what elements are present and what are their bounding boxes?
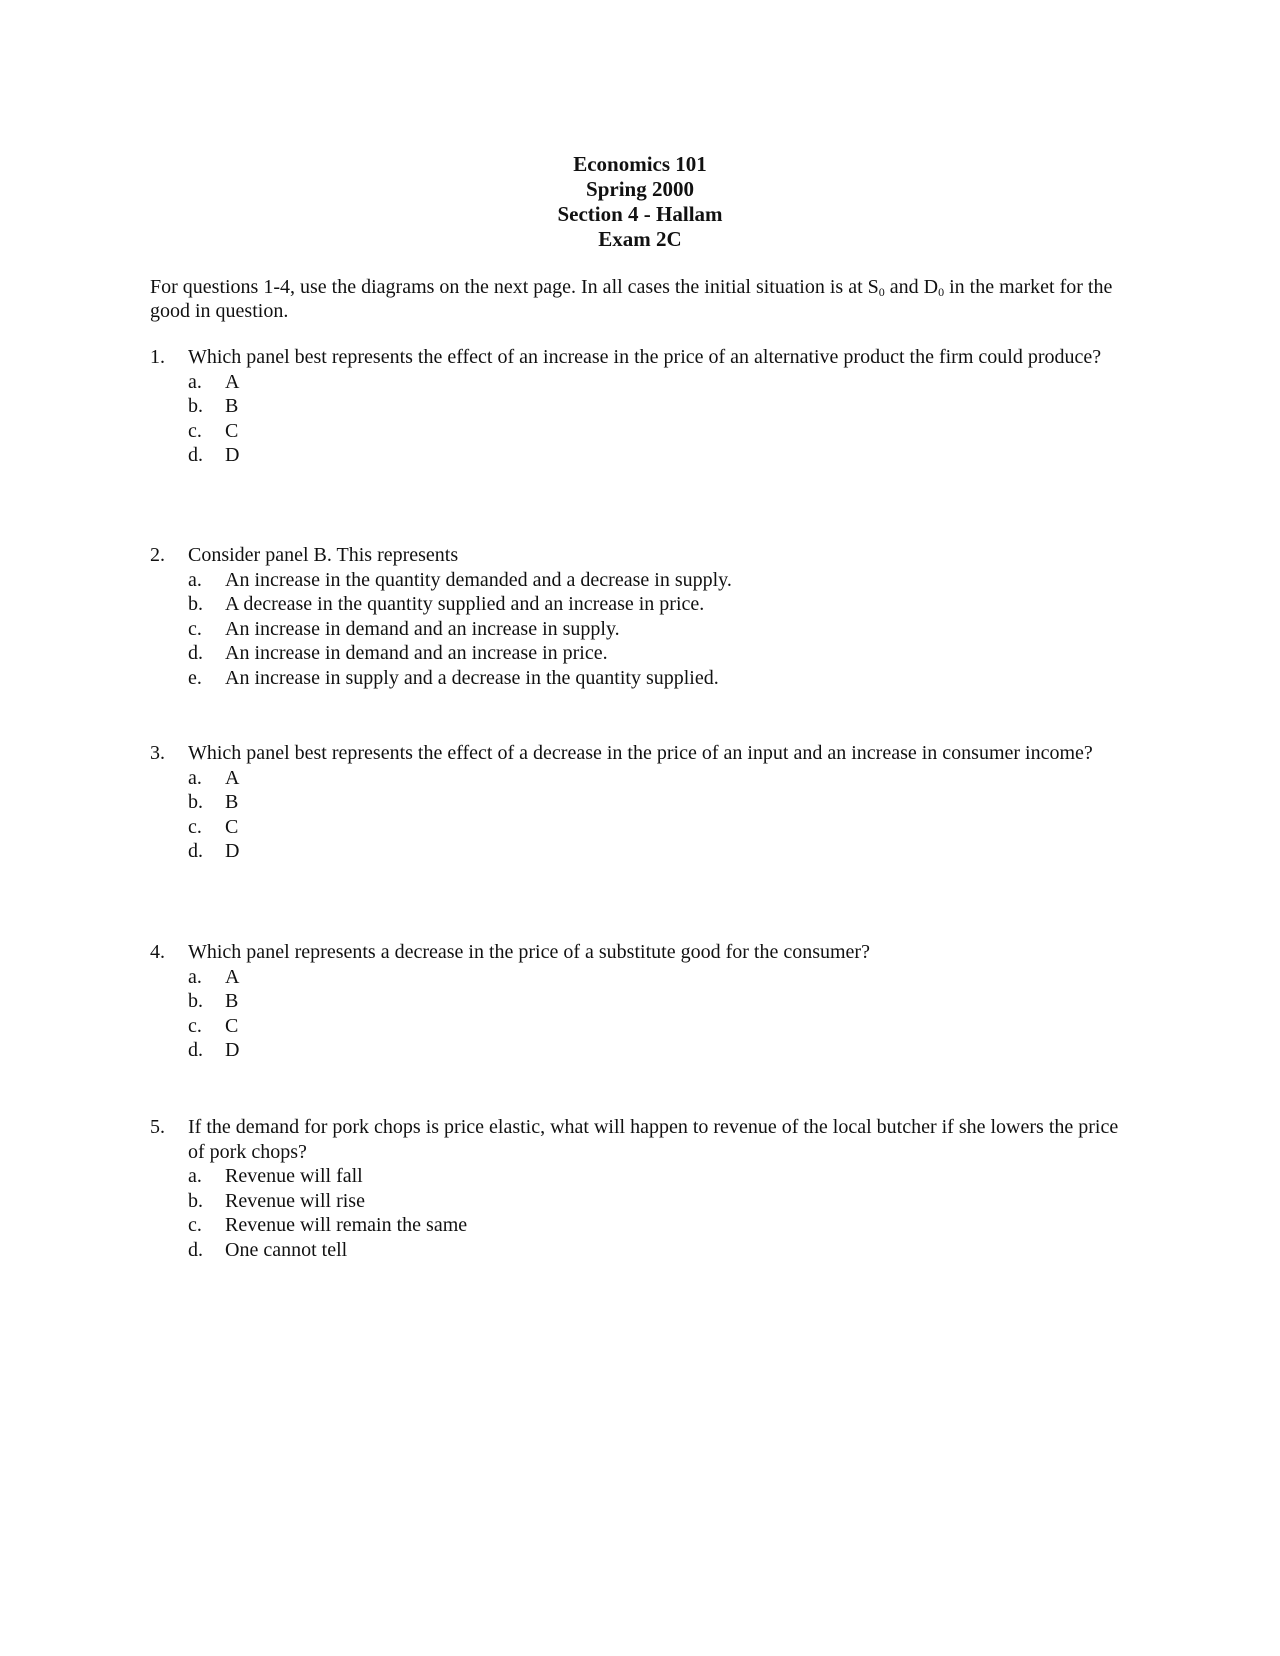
intro-text-3: in the market for the good in question. [150,276,1113,322]
option-d [150,839,1130,864]
section-label: Section 4 - Hallam [557,202,723,226]
question-text: Which panel represents a decrease in the price of a substitute good for the consumer? [188,941,870,963]
option-text: B [225,395,239,417]
option-text: C [225,419,239,442]
option-letter: e. [188,666,202,689]
option-text: Revenue will fall [225,1165,363,1187]
option-letter: c. [188,419,202,442]
option-text: A [225,370,240,393]
option-letter: a. [188,568,202,591]
option-list [150,568,1130,691]
option-text: A decrease in the quantity supplied and an increase in price. [225,593,705,615]
option-b [150,989,1130,1014]
option-b [150,1189,1130,1214]
question-4 [150,940,1130,1063]
option-text: D [225,840,240,862]
option-letter: c. [188,1014,202,1037]
d-subscript: 0 [938,285,945,299]
question-text: If the demand for pork chops is price elastic, what will happen to revenue of the local butcher if she lowers the price of pork chops? [188,1116,1119,1163]
question-stem [150,741,1130,766]
option-letter: d. [188,444,203,466]
option-letter: d. [188,642,203,664]
option-text: A [225,965,240,988]
option-letter: a. [188,766,202,789]
option-letter: d. [188,1238,203,1261]
option-letter: c. [188,1214,202,1236]
question-stem [150,940,1130,965]
intro-text-2: and D [884,276,939,298]
option-c [150,1213,1130,1238]
option-text: B [225,990,239,1012]
option-text: An increase in the quantity demanded and a decrease in supply. [225,568,732,591]
question-number: 3. [150,742,165,764]
option-text: An increase in demand and an increase in price. [225,642,608,664]
option-a [150,1164,1130,1189]
intro-text-1: For questions 1-4, use the diagrams on the next page. In all cases the initial situation is at S [150,276,879,298]
option-d [150,443,1130,468]
option-e [150,666,1130,691]
option-text: C [225,815,239,838]
question-number: 1. [150,346,165,368]
option-d [150,1238,1130,1263]
option-letter: d. [188,1039,203,1061]
exam-header [0,152,1280,252]
option-letter: c. [188,815,202,838]
option-text: Revenue will remain the same [225,1214,468,1236]
question-5 [150,1115,1130,1262]
option-letter: b. [188,990,203,1012]
question-text: Which panel best represents the effect of an increase in the price of an alternative product the firm could produce? [188,346,1102,368]
question-2 [150,543,1130,690]
option-list [150,1164,1130,1262]
option-text: One cannot tell [225,1238,348,1261]
option-letter: b. [188,791,203,813]
option-text: C [225,1014,239,1037]
option-text: An increase in supply and a decrease in the quantity supplied. [225,666,719,689]
option-letter: a. [188,1165,202,1187]
option-d [150,1038,1130,1063]
question-number: 2. [150,544,165,566]
option-letter: c. [188,617,202,640]
question-number: 4. [150,941,165,963]
question-stem [150,543,1130,568]
option-text: D [225,444,240,466]
option-text: Revenue will rise [225,1189,365,1212]
option-c [150,419,1130,444]
option-text: A [225,766,240,789]
option-text: An increase in demand and an increase in supply. [225,617,620,640]
option-text: B [225,791,239,813]
option-letter: b. [188,593,203,615]
question-text: Which panel best represents the effect of a decrease in the price of an input and an increase in consumer income? [188,742,1093,764]
option-a [150,965,1130,990]
option-letter: a. [188,370,202,393]
instructions-paragraph [150,275,1125,323]
option-b [150,394,1130,419]
question-number: 5. [150,1116,165,1138]
course-title: Economics 101 [573,152,707,176]
exam-label: Exam 2C [598,227,682,251]
term-label: Spring 2000 [586,177,694,201]
option-c [150,617,1130,642]
option-list [150,766,1130,864]
option-letter: b. [188,395,203,417]
question-1 [150,345,1130,468]
option-c [150,1014,1130,1039]
option-c [150,815,1130,840]
option-letter: b. [188,1189,203,1212]
option-a [150,766,1130,791]
option-d [150,641,1130,666]
option-b [150,790,1130,815]
option-a [150,370,1130,395]
question-3 [150,741,1130,864]
s-subscript: 0 [878,285,885,299]
question-text: Consider panel B. This represents [188,544,459,566]
option-text: D [225,1039,240,1061]
option-letter: a. [188,965,202,988]
option-b [150,592,1130,617]
option-a [150,568,1130,593]
question-stem [150,345,1130,370]
option-list [150,370,1130,468]
question-stem [150,1115,1130,1164]
option-list [150,965,1130,1063]
option-letter: d. [188,840,203,862]
